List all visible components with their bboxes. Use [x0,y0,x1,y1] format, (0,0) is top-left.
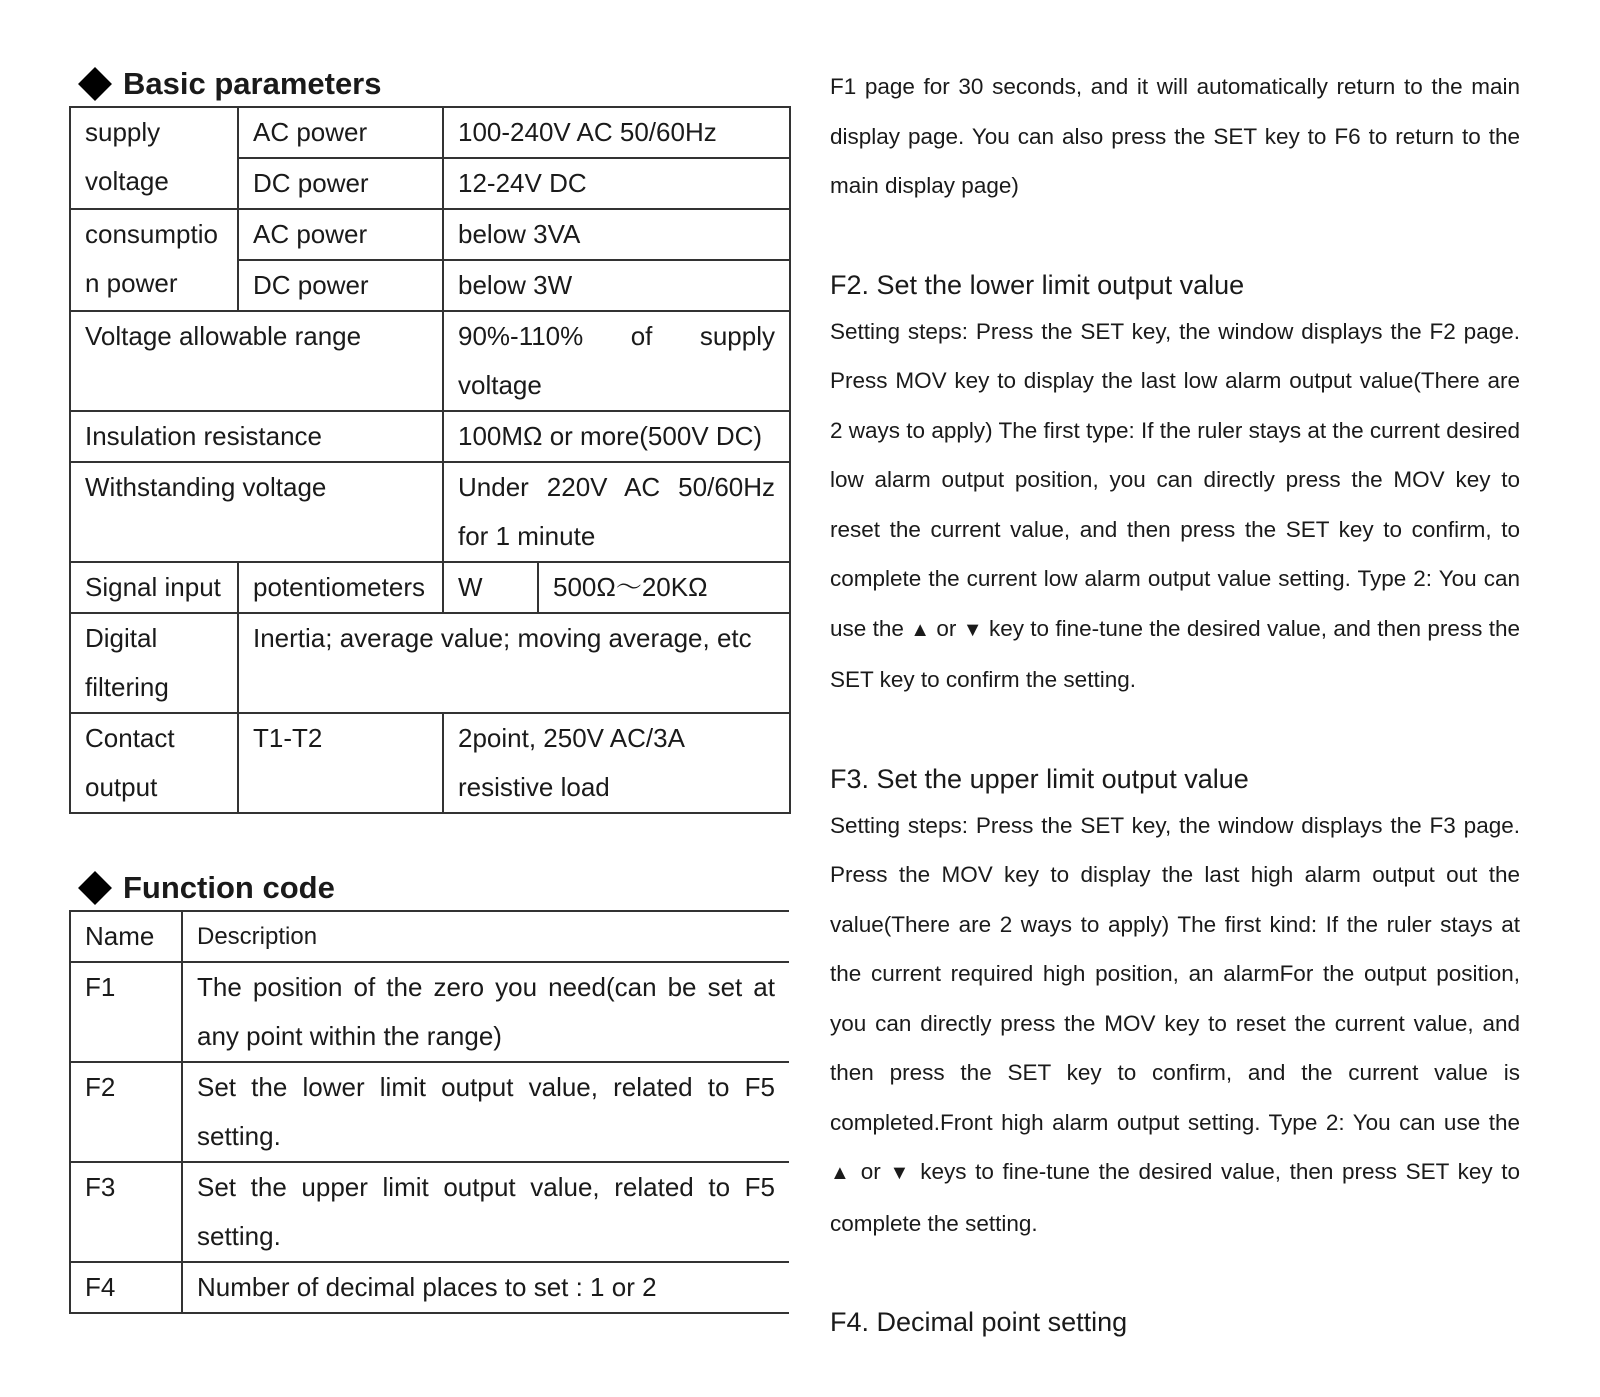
signal-type: potentiometers [238,562,443,613]
table-row [70,911,789,962]
table-row [70,1262,789,1313]
signal-input-label: Signal input [70,562,238,613]
basic-parameters-title: Basic parameters [123,66,382,101]
name-header: Name [70,911,182,962]
voltage-range-label: Voltage allowable range [70,311,443,411]
function-name: F1 [70,962,182,1062]
f3-heading: F3. Set the upper limit output value [830,763,1249,794]
ac-power-value: 100-240V AC 50/60Hz [443,107,790,158]
function-code-table [69,910,789,1314]
contact-output-label: Contact output [70,713,238,813]
table-row [70,713,790,813]
dc-power-value: 12-24V DC [443,158,790,209]
down-arrow-icon: ▼ [889,1162,912,1184]
function-description: The position of the zero you need(can be set at any point within the range) [182,962,789,1062]
table-row [70,613,790,713]
digital-filtering-label: Digital filtering [70,613,238,713]
voltage-range-value: 90%-110% of supply voltage [443,311,790,411]
diamond-bullet-icon [78,871,112,905]
function-description: Set the upper limit output value, related to F5 setting. [182,1162,789,1262]
diamond-bullet-icon [78,67,112,101]
table-row [70,562,790,613]
function-name: F3 [70,1162,182,1262]
function-code-title: Function code [123,870,335,905]
dc-power-label: DC power [238,260,443,311]
table-row [70,107,790,158]
consumption-power-label: consumptio n power [70,209,238,311]
digital-filtering-value: Inertia; average value; moving average, etc [238,613,790,713]
right-column [830,62,1520,1344]
function-description: Set the lower limit output value, related to F5 setting. [182,1062,789,1162]
f4-heading: F4. Decimal point setting [830,1307,1128,1337]
ac-consumption-value: below 3VA [443,209,790,260]
contact-output-value: 2point, 250V AC/3A resistive load [443,713,790,813]
insulation-label: Insulation resistance [70,411,443,462]
dc-power-label: DC power [238,158,443,209]
function-table-clip [69,910,789,1334]
table-row [70,411,790,462]
basic-parameters-heading [69,62,789,106]
f1-continued-text: F1 page for 30 seconds, and it will automatically return to the main display page. You can also press the SET key to F6 to return to the main display page) [830,74,1520,198]
table-row [70,1062,789,1162]
withstanding-value: Under 220V AC 50/60Hz for 1 minute [443,462,790,562]
ac-power-label: AC power [238,107,443,158]
supply-voltage-label: supply voltage [70,107,238,209]
f3-body: Setting steps: Press the SET key, the window displays the F3 page. Press the MOV key to display the last high alarm output out the value(There are 2 ways to apply) The first kind: If the ruler stays at the current required high position, an alarmFor the output position, you can directly press the MOV key to reset the current value, and then press the SET key to confirm, and the current value is completed.Front high alarm output setting. Type 2: You can use the ▲ or ▼ keys to fine-tune the desired value, then press SET key to complete the setting. [830,812,1521,1236]
table-row [70,462,790,562]
down-arrow-icon: ▼ [962,618,983,641]
basic-parameters-table [69,106,791,814]
contact-terminal: T1-T2 [238,713,443,813]
function-code-heading [69,866,789,910]
signal-range: 500Ω～20KΩ [538,562,790,613]
up-arrow-icon: ▲ [830,1162,853,1184]
dc-consumption-value: below 3W [443,260,790,311]
function-name: F2 [70,1062,182,1162]
table-row [70,1162,789,1262]
signal-unit: W [443,562,538,613]
function-description: Number of decimal places to set : 1 or 2 [182,1262,789,1313]
f2-heading: F2. Set the lower limit output value [830,269,1245,300]
left-column [69,62,789,1334]
description-header: Description [182,911,789,962]
table-row [70,209,790,260]
function-name: F4 [70,1262,182,1313]
insulation-value: 100MΩ or more(500V DC) [443,411,790,462]
ac-power-label: AC power [238,209,443,260]
table-row [70,311,790,411]
up-arrow-icon: ▲ [910,618,931,641]
withstanding-label: Withstanding voltage [70,462,443,562]
table-row [70,962,789,1062]
f2-body: Setting steps: Press the SET key, the window displays the F2 page. Press MOV key to display the last low alarm output value(There are 2 ways to apply) The first type: If the ruler stays at the current desired low alarm output position, you can directly press the MOV key to reset the current value, and then press the SET key to confirm, to complete the current low alarm output value setting. Type 2: You can use the ▲ or ▼ key to fine-tune the desired value, and then press the SET key to confirm the setting. [830,318,1520,692]
